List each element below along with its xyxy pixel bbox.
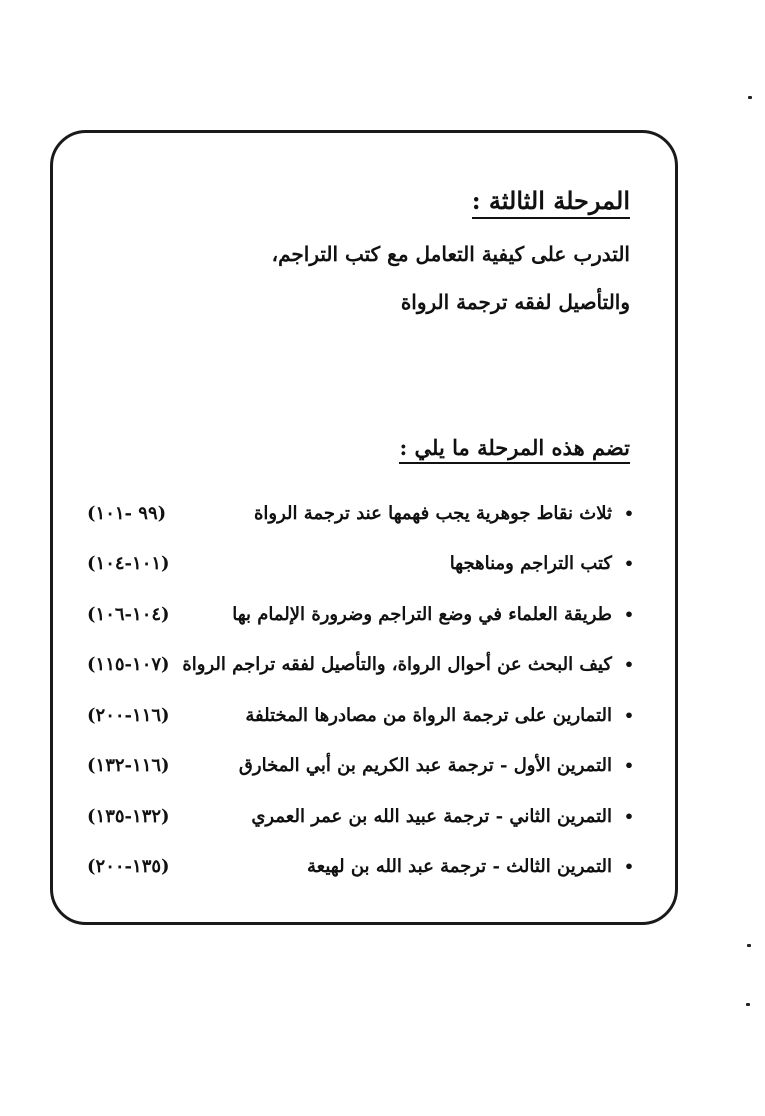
bullet-icon: • [623, 554, 635, 574]
item-page-range: (١٠٤-١٠٦) [87, 603, 170, 625]
list-item [85, 589, 640, 640]
item-title: التمرين الثاني - ترجمة عبيد الله بن عمر العمري [251, 805, 612, 827]
stage-description-line: التدرب على كيفية التعامل مع كتب التراجم، [271, 242, 630, 266]
list-item [85, 690, 640, 741]
bullet-icon: • [623, 857, 635, 877]
list-item [85, 488, 640, 539]
item-page-range: (١٣٢-١٣٥) [87, 805, 170, 827]
item-title: التمارين على ترجمة الرواة من مصادرها المختلفة [245, 704, 612, 726]
scan-speck [746, 1003, 750, 1006]
bullet-icon: • [623, 705, 635, 725]
list-item [85, 741, 640, 792]
list-item [85, 539, 640, 590]
list-item [85, 640, 640, 691]
item-page-range: (١٣٥-٢٠٠) [87, 856, 170, 878]
list-item [85, 791, 640, 842]
list-item [85, 842, 640, 893]
item-title: كتب التراجم ومناهجها [449, 553, 612, 575]
contents-intro: تضم هذه المرحلة ما يلي : [399, 435, 630, 464]
item-page-range: (١٠١-١٠٤) [87, 553, 170, 575]
item-title: طريقة العلماء في وضع التراجم وضرورة الإلمام بها [232, 603, 612, 625]
bullet-icon: • [623, 604, 635, 624]
scan-speck [747, 944, 751, 947]
item-page-range: (١٠٧-١١٥) [87, 654, 170, 676]
item-title: التمرين الثالث - ترجمة عبد الله بن لهيعة [307, 856, 612, 878]
stage-description-line: والتأصيل لفقه ترجمة الرواة [400, 290, 630, 314]
contents-list [85, 488, 640, 892]
bullet-icon: • [623, 503, 635, 523]
item-page-range: (١١٦-١٣٢) [87, 755, 170, 777]
bullet-icon: • [623, 655, 635, 675]
item-title: التمرين الأول - ترجمة عبد الكريم بن أبي المخارق [238, 755, 612, 777]
item-title: ثلاث نقاط جوهرية يجب فهمها عند ترجمة الرواة [254, 502, 612, 524]
bullet-icon: • [623, 806, 635, 826]
scan-speck [748, 96, 752, 99]
item-page-range: (٩٩ -١٠١) [87, 502, 167, 524]
item-page-range: (١١٦-٢٠٠) [87, 704, 170, 726]
stage-title: المرحلة الثالثة : [472, 186, 630, 219]
item-title: كيف البحث عن أحوال الرواة، والتأصيل لفقه تراجم الرواة [182, 654, 612, 676]
bullet-icon: • [623, 756, 635, 776]
